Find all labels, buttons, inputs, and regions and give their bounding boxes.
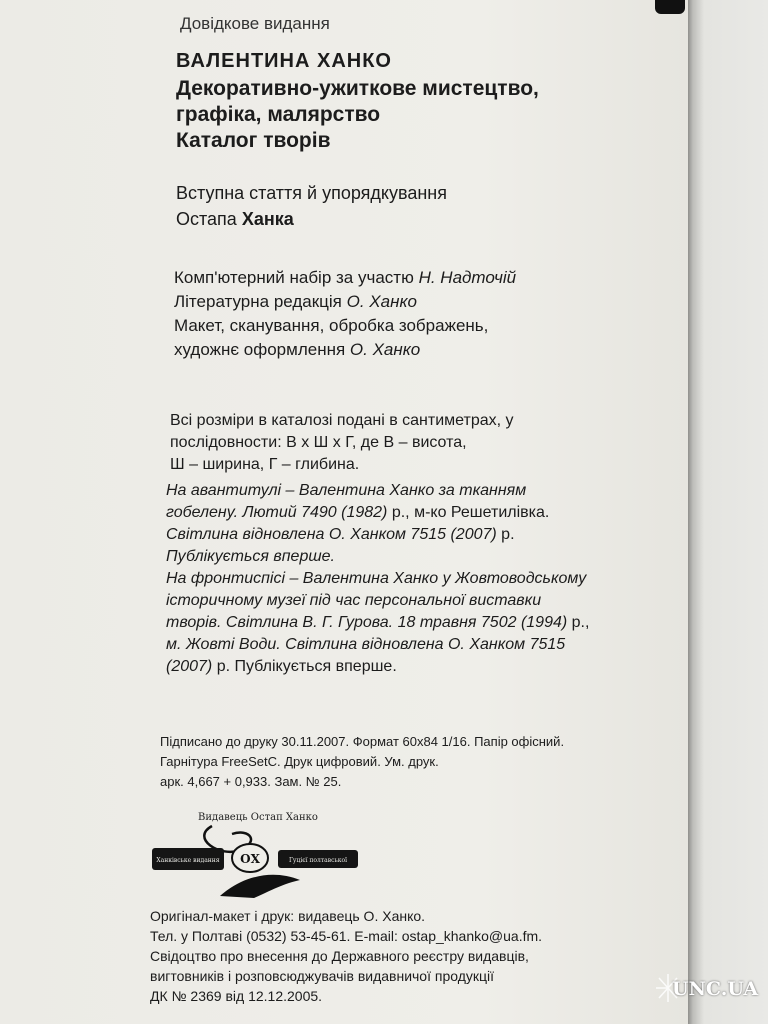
note-text: (2007) — [166, 658, 217, 675]
intro-line: Вступна стаття й упорядкування — [176, 183, 447, 203]
logo-monogram: ОХ — [240, 852, 260, 866]
watermark-text: UNC.UA — [672, 978, 759, 1000]
contact-line: ДК № 2369 від 12.12.2005. — [150, 988, 323, 1004]
note-line — [166, 502, 589, 524]
contact-line: Оригінал-макет і друк: видавець О. Ханко. — [150, 908, 426, 924]
note-text: Публікується вперше. — [166, 548, 335, 565]
note-line — [166, 546, 589, 568]
imprint-line: Гарнітура FreeSetC. Друк цифровий. Ум. друк. — [160, 754, 439, 769]
contact-line: Свідоцтво про внесення до Державного реєстру видавців, — [150, 948, 529, 964]
note-line — [166, 634, 589, 656]
size-line: Всі розміри в каталозі подані в сантиметрах, у — [170, 412, 514, 429]
print-imprint — [160, 732, 564, 792]
book-corner — [655, 0, 685, 14]
credit-role: Комп'ютерний набір за участю — [174, 268, 419, 287]
size-line: Ш – ширина, Г – глибина. — [170, 456, 360, 473]
note-text: гобелену. Лютий 7490 (1982) — [166, 504, 392, 521]
note-text: На авантитулі – Валентина Ханко за тканням — [166, 482, 527, 499]
author-name: ВАЛЕНТИНА ХАНКО — [176, 50, 392, 72]
title-line: графіка, малярство — [176, 103, 381, 126]
intro-credit — [176, 180, 447, 232]
note-suffix: р. — [501, 526, 515, 543]
credit-line — [174, 290, 516, 314]
credit-line — [174, 338, 516, 362]
title-line: Каталог творів — [176, 129, 331, 152]
edition-type-label: Довідкове видання — [180, 14, 330, 33]
logo-left-banner-text: Ханківське видання — [156, 857, 220, 864]
imprint-line: Підписано до друку 30.11.2007. Формат 60х84 1/16. Папір офісний. — [160, 734, 565, 749]
note-text: м. Жовті Води. Світлина відновлена О. Ханком 7515 — [166, 636, 566, 653]
imprint-line: арк. 4,667 + 0,933. Зам. № 25. — [160, 774, 342, 789]
note-line — [166, 656, 589, 678]
publisher-contacts — [150, 906, 542, 1006]
note-text: Світлина відновлена О. Ханком 7515 (2007) — [166, 526, 502, 543]
credit-line — [174, 314, 516, 338]
logo-ornament-bottom — [220, 875, 300, 898]
note-text: історичному музеї під час персональної виставки — [166, 592, 542, 609]
credit-person: О. Ханко — [349, 340, 421, 359]
credit-role: Макет, сканування, обробка зображень, — [174, 316, 489, 335]
note-line — [166, 480, 589, 502]
note-text: На фронтиспісі – Валентина Ханко у Жовтоводському — [166, 570, 587, 587]
note-suffix: р., м-ко Решетилівка. — [391, 504, 550, 521]
note-suffix: р., — [571, 614, 590, 631]
publisher-logo — [150, 808, 370, 900]
logo-right-banner-text: Гуцієї полтавської — [288, 857, 348, 864]
credit-line — [174, 266, 516, 290]
size-line: послідовности: В х Ш х Г, де В – висота, — [170, 434, 467, 451]
note-text: творів. Світлина В. Г. Гурова. 18 травня 7502 (1994) — [166, 614, 572, 631]
production-credits — [174, 266, 516, 362]
size-notice — [170, 410, 514, 476]
editor-name: Ханка — [241, 209, 294, 229]
credit-role: художнє оформлення — [174, 340, 350, 359]
book-title — [176, 76, 539, 154]
credit-person: О. Ханко — [346, 292, 417, 311]
note-line — [166, 590, 589, 612]
intro-prefix: Остапа — [176, 209, 242, 229]
credit-role: Літературна редакція — [174, 292, 347, 311]
book-edge — [688, 0, 768, 1024]
credit-person: Н. Надточій — [418, 268, 517, 287]
note-line — [166, 612, 589, 634]
contact-line: Тел. у Полтаві (0532) 53-45-61. E-mail: ostap_khanko@ua.fm. — [150, 928, 543, 944]
contact-line: вигтовників і розповсюджувачів видавничої продукції — [150, 968, 495, 984]
note-line — [166, 524, 589, 546]
intro-line — [176, 206, 447, 232]
illustration-notes — [166, 480, 589, 678]
note-suffix: р. Публікується вперше. — [216, 658, 397, 675]
note-line — [166, 568, 589, 590]
logo-caption: Видавець Остап Ханко — [198, 812, 318, 823]
title-line: Декоративно-ужиткове мистецтво, — [176, 77, 539, 100]
